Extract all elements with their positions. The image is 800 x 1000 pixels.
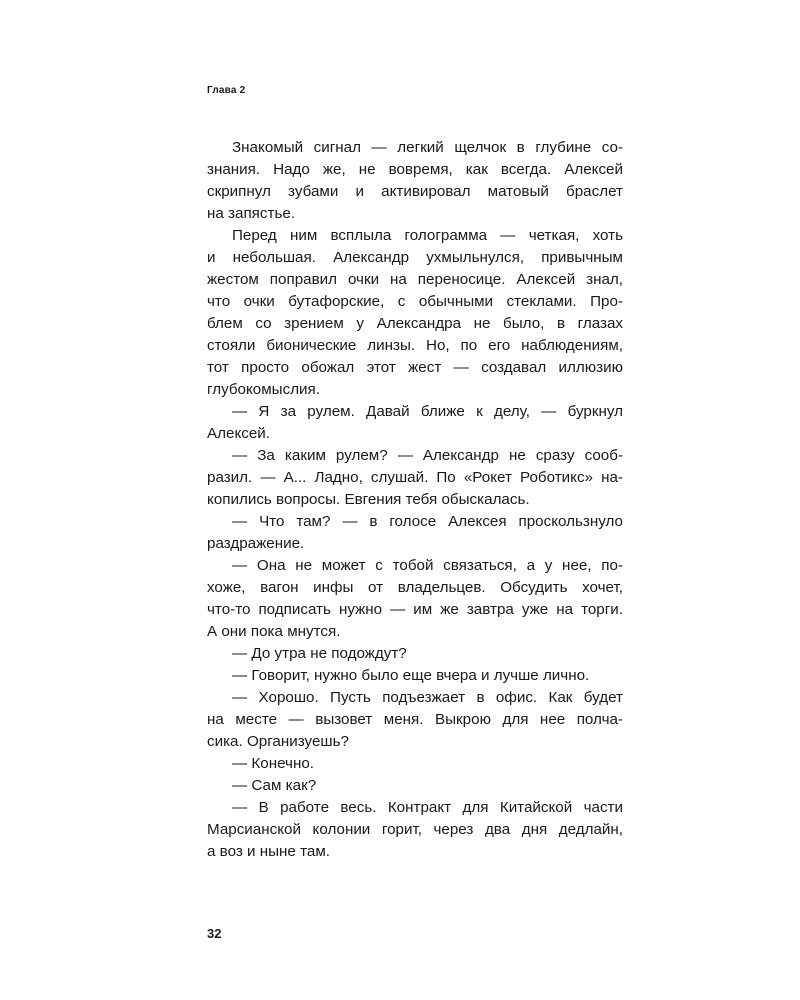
text-line: Перед ним всплыла голограмма — четкая, хоть	[232, 227, 623, 244]
text-line: что-то подписать нужно — им же завтра уже на торги.	[207, 601, 623, 618]
text-line: — Хорошо. Пусть подъезжает в офис. Как будет	[232, 689, 623, 706]
text-line: что очки бутафорские, с обычными стеклами. Про-	[207, 293, 623, 310]
text-line: стояли бионические линзы. Но, по его наблюдениям,	[207, 337, 623, 354]
text-line: Знакомый сигнал — легкий щелчок в глубине со-	[232, 139, 623, 156]
running-head: Глава 2	[207, 85, 246, 96]
text-line: блем со зрением у Александра не было, в глазах	[207, 315, 623, 332]
text-line: — Конечно.	[232, 755, 314, 772]
text-line: Марсианской колонии горит, через два дня дедлайн,	[207, 821, 623, 838]
text-line: и небольшая. Александр ухмыльнулся, привычным	[207, 249, 623, 266]
text-line: — Сам как?	[232, 777, 317, 794]
text-line: жестом поправил очки на переносице. Алексей знал,	[207, 271, 623, 288]
text-line: на месте — вызовет меня. Выкрою для нее полча-	[207, 711, 623, 728]
text-line: — Говорит, нужно было еще вчера и лучше лично.	[232, 667, 590, 684]
text-line: — До утра не подождут?	[232, 645, 407, 662]
text-line: сика. Организуешь?	[207, 733, 349, 750]
page-number: 32	[207, 926, 222, 941]
text-line: раздражение.	[207, 535, 305, 552]
text-line: копились вопросы. Евгения тебя обыскалась.	[207, 491, 530, 508]
text-line: хоже, вагон инфы от владельцев. Обсудить хочет,	[207, 579, 623, 596]
text-line: — За каким рулем? — Александр не сразу сооб-	[232, 447, 623, 464]
text-line: скрипнул зубами и активировал матовый браслет	[207, 183, 623, 200]
text-line: — В работе весь. Контракт для Китайской части	[232, 799, 623, 816]
text-line: тот просто обожал этот жест — создавал иллюзию	[207, 359, 623, 376]
text-line: разил. — А... Ладно, слушай. По «Рокет Роботикс» на-	[207, 469, 623, 486]
text-line: а воз и ныне там.	[207, 843, 330, 860]
text-line: на запястье.	[207, 205, 296, 222]
text-line: глубокомыслия.	[207, 381, 320, 398]
text-line: А они пока мнутся.	[207, 623, 341, 640]
text-line: — Я за рулем. Давай ближе к делу, — буркнул	[232, 403, 623, 420]
text-line: Алексей.	[207, 425, 270, 442]
text-line: — Что там? — в голосе Алексея проскользнуло	[232, 513, 623, 530]
text-line: — Она не может с тобой связаться, а у нее, по-	[232, 557, 623, 574]
text-line: знания. Надо же, не вовремя, как всегда. Алексей	[207, 161, 623, 178]
body-text	[207, 137, 623, 863]
